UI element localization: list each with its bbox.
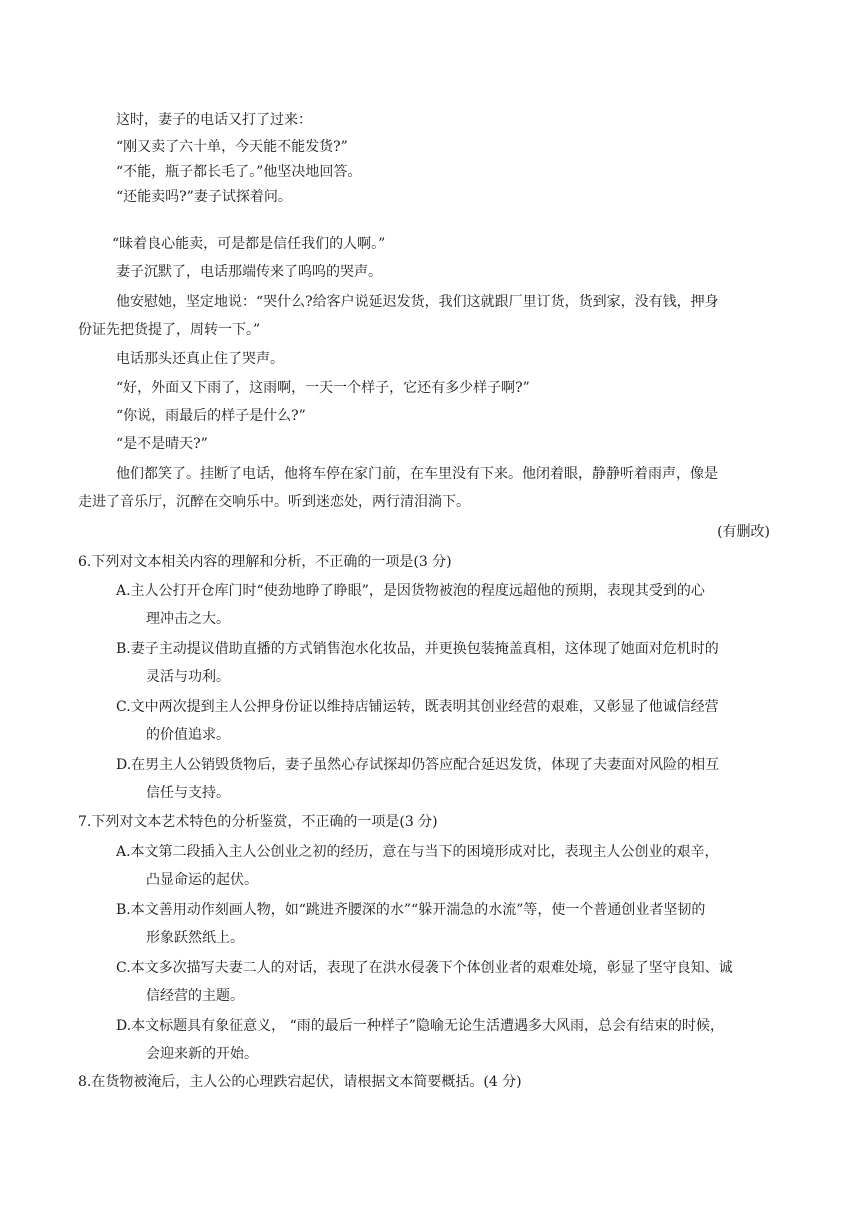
question-stem: 6.下列对文本相关内容的理解和分析，不正确的一项是(3 分) [78,554,452,570]
option-c-continued: 的价值追求。 [146,727,230,743]
question-stem: 7.下列对文本艺术特色的分析鉴赏，不正确的一项是(3 分) [78,814,438,830]
passage-line: 这时，妻子的电话又打了过来： [116,112,312,128]
option-d: D.在男主人公销毁货物后，妻子虽然心存试探却仍答应配合延迟发货，体现了夫妻面对风险的相互 [116,757,720,773]
option-b-continued: 形象跃然纸上。 [146,930,244,946]
option-c: C.文中两次提到主人公押身份证以维持店铺运转，既表明其创业经营的艰难，又彰显了他诚信经营 [116,699,719,715]
passage-line: “昧着良心能卖，可是都是信任我们的人啊。” [112,236,386,252]
passage-line: “你说，雨最后的样子是什么?” [116,408,306,424]
option-a: A.本文第二段插入主人公创业之初的经历，意在与当下的困境形成对比，表现主人公创业的艰辛， [116,844,719,860]
passage-line: 他安慰她，坚定地说：“哭什么?给客户说延迟发货，我们这就跟厂里订货，货到家，没有钱，押身 [116,294,719,310]
option-b-continued: 灵活与功利。 [146,669,230,685]
option-b: B.本文善用动作刻画人物，如“跳进齐腰深的水”“躲开湍急的水流”等，使一个普通创业者坚韧的 [116,902,706,918]
option-a: A.主人公打开仓库门时“使劲地睁了睁眼”，是因货物被泡的程度远超他的预期，表现其受到的心 [116,583,705,599]
option-a-continued: 理冲击之大。 [146,611,230,627]
option-d-continued: 信任与支持。 [146,785,230,801]
passage-line: 份证先把货提了，周转一下。” [78,322,261,338]
option-b: B.妻子主动提议借助直播的方式销售泡水化妆品，并更换包装掩盖真相，这体现了她面对危机时的 [116,641,719,657]
option-c-continued: 信经营的主题。 [146,988,244,1004]
passage-line: “是不是晴天?” [116,436,208,452]
question-stem: 8.在货物被淹后，主人公的心理跌宕起伏，请根据文本简要概括。(4 分) [78,1074,522,1090]
option-d: D.本文标题具有象征意义， “雨的最后一种样子”隐喻无论生活遭遇多大风雨，总会有结束的时候， [116,1018,724,1034]
option-c: C.本文多次描写夫妻二人的对话，表现了在洪水侵袭下个体创业者的艰难处境，彰显了坚守良知、诚 [116,960,733,976]
passage-line: “不能，瓶子都长毛了。”他坚决地回答。 [116,164,362,180]
passage-line: “还能卖吗?”妻子试探着问。 [116,189,292,205]
edit-note: (有删改) [717,524,770,540]
passage-line: 电话那头还真止住了哭声。 [116,351,284,367]
passage-line: 他们都笑了。挂断了电话，他将车停在家门前，在车里没有下来。他闭着眼，静静听着雨声，像是 [116,466,718,482]
passage-line: “刚又卖了六十单，今天能不能发货?” [116,139,348,155]
option-d-continued: 会迎来新的开始。 [146,1046,258,1062]
option-a-continued: 凸显命运的起伏。 [146,872,258,888]
passage-line: 走进了音乐厅，沉醉在交响乐中。听到迷恋处，两行清泪淌下。 [78,494,470,510]
passage-line: 妻子沉默了，电话那端传来了呜呜的哭声。 [116,264,382,280]
passage-line: “好，外面又下雨了，这雨啊，一天一个样子，它还有多少样子啊?” [116,380,530,396]
